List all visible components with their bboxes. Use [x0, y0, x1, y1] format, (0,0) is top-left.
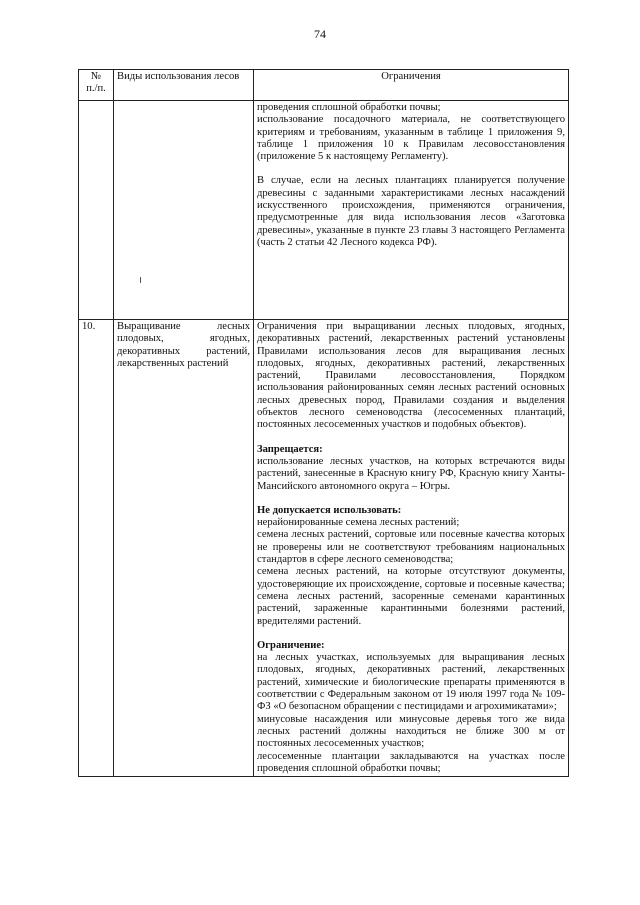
continuation-use — [114, 101, 254, 320]
row-limits — [254, 320, 569, 777]
header-use-type — [114, 70, 254, 101]
header-use-type-text: Виды использования лесов — [117, 71, 240, 82]
continuation-num — [79, 101, 114, 320]
header-limits-text: Ограничения — [381, 71, 441, 82]
continuation-limits — [254, 101, 569, 320]
not-allowed-item: нерайонированные семена лесных растений; — [257, 517, 460, 529]
header-limits — [254, 70, 569, 101]
scan-mark — [140, 277, 141, 283]
not-allowed-heading: Не допускается использовать: — [257, 504, 402, 516]
not-allowed-item: семена лесных растений, на которые отсутствуют документы, удостоверяющие их происхождение, сортовые и посевные качества; — [257, 566, 565, 590]
table-header-row — [79, 70, 569, 101]
row-number: 10. — [79, 320, 114, 777]
table-row-10 — [79, 320, 569, 777]
restriction-heading: Ограничение: — [257, 639, 325, 651]
header-number — [79, 70, 114, 101]
paragraph-gap — [257, 163, 565, 175]
restriction-item: на лесных участках, используемых для выращивания лесных плодовых, ягодных, декоративных растений, лекарственных растений, химические и биологические препараты применяются в соответствии с Федеральным законом от 19 июля 1997 года № 109-ФЗ «О безопасном обращении с пестицидами и агрохимикатами»; — [257, 652, 565, 713]
limits-paragraph: проведения сплошной обработки почвы; — [257, 102, 441, 113]
header-number-text: № п./п. — [86, 71, 106, 95]
limits-intro: Ограничения при выращивании лесных плодовых, ягодных, декоративных растений, лекарственных растений установлены Правилами использования лесов для выращивания лесных плодовых, ягодных, декоративных растений, лекарственных растений, Правилами лесовосстановления, Порядком использования районированных семян лесных растений основных лесных древесных пород, Правилами создания и выделения объектов лесного семеноводства (лесосеменных плантаций, постоянных лесосеменных участков и подобных объектов). — [257, 321, 565, 431]
page-number: 74 — [314, 27, 326, 41]
restriction-item: лесосеменные плантации закладываются на участках после проведения сплошной обработки почвы; — [257, 750, 565, 774]
limits-paragraph: В случае, если на лесных плантациях планируется получение древесины с заданными характеристиками лесных насаждений искусственного происхождения, применяются ограничения, предусмотренные для вида использования лесов «Заготовка древесины», указанные в пункте 23 главы 3 настоящего Регламента (часть 2 статьи 42 Лесного кодекса РФ). — [257, 175, 565, 248]
prohibited-text: использование лесных участков, на которых встречаются виды растений, занесенные в Красную книгу РФ, Красную книгу Ханты-Мансийского автономного округа – Югры. — [257, 455, 565, 492]
not-allowed-item: семена лесных растений, сортовые или посевные качества которых не проверены или не соответствуют требованиям национальных стандартов в сфере лесного семеноводства; — [257, 529, 565, 566]
prohibited-heading: Запрещается: — [257, 443, 323, 455]
table-row-continuation — [79, 101, 569, 320]
row-use-type: Выращивание лесных плодовых, ягодных, декоративных растений, лекарственных растений — [114, 320, 254, 777]
regulation-table — [78, 69, 569, 777]
limits-paragraph: использование посадочного материала, не соответствующего критериям и требованиям, указанным в таблице 1 приложения 9, таблице 1 приложения 10 к Правилам лесовосстановления (приложение 5 к настоящему Регламенту). — [257, 114, 565, 163]
restriction-item: минусовые насаждения или минусовые деревья того же вида лесных растений должны находиться не ближе 300 м от постоянных лесосеменных участков; — [257, 713, 565, 750]
not-allowed-item: семена лесных растений, засоренные семенами карантинных растений, зараженные карантинными болезнями растений, вредителями растений. — [257, 590, 565, 627]
